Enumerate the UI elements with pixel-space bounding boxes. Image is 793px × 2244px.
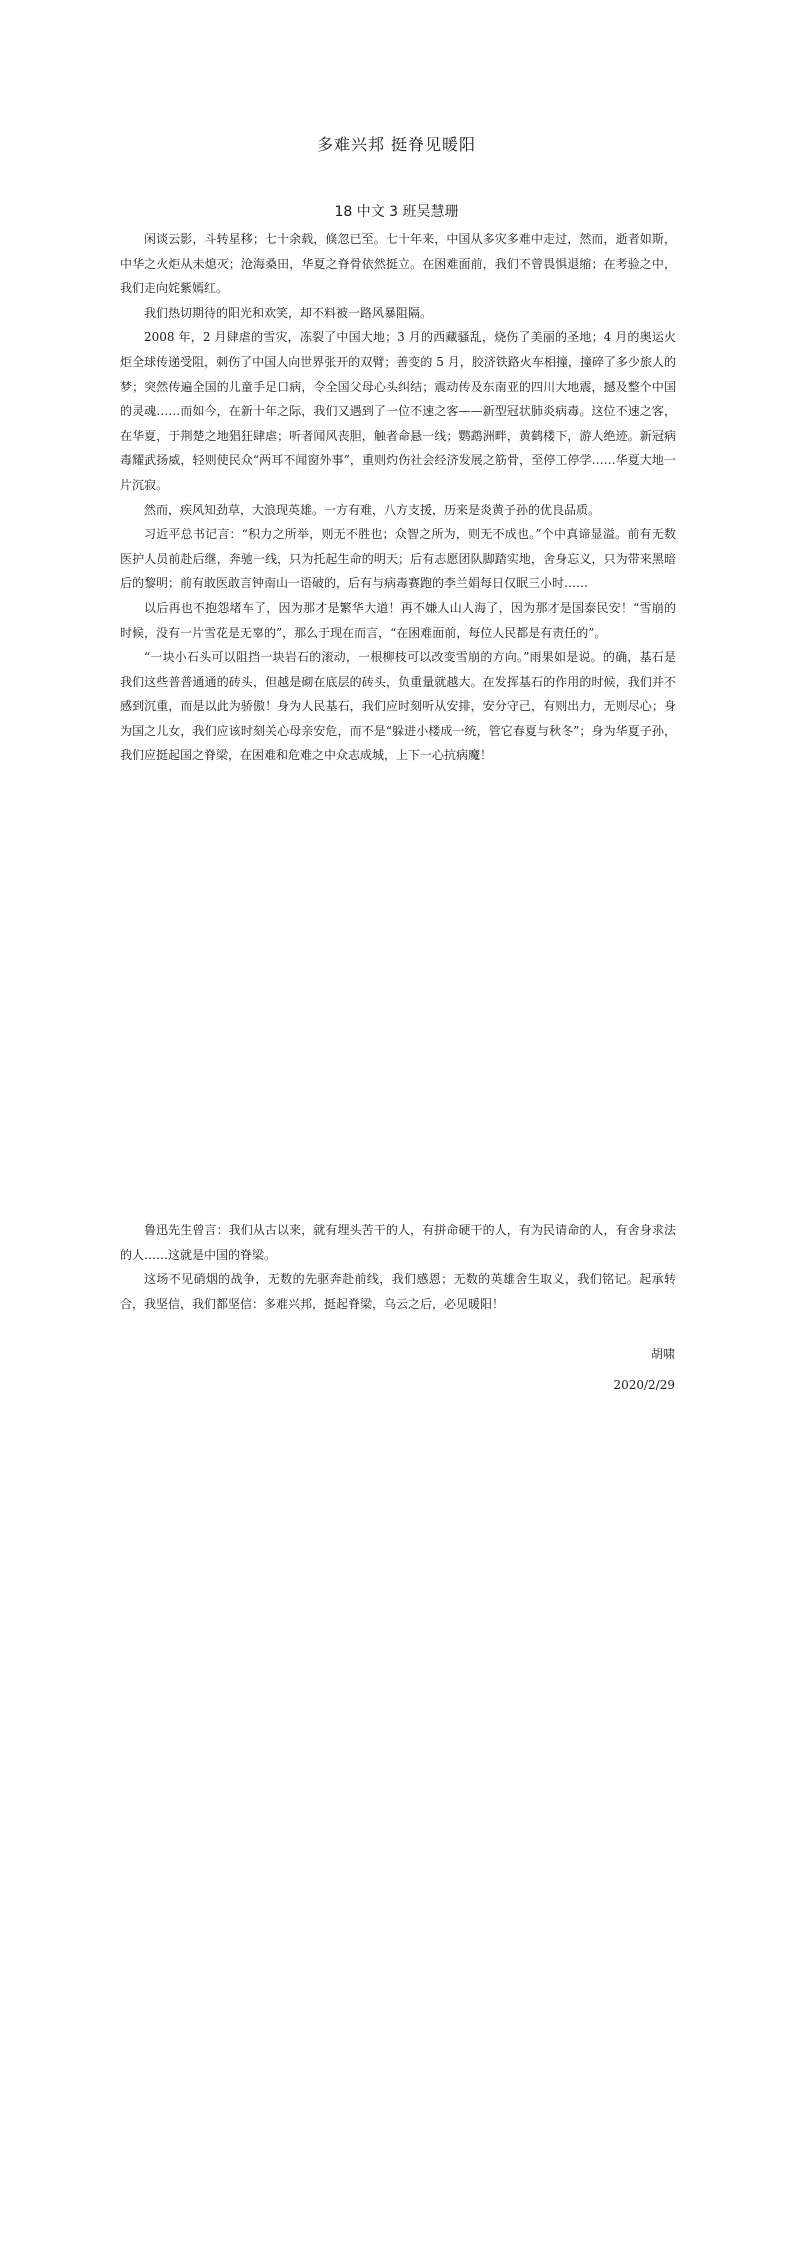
paragraph: 闲谈云影，斗转星移；七十余载，倏忽已至。七十年来，中国从多灾多难中走过，然而，逝者如斯，中华之火炬从未熄灭；沧海桑田，华夏之脊骨依然挺立。在困难面前，我们不曾畏惧退缩；在考验之中，我们走向姹紫嫣红。 xyxy=(120,232,676,296)
paragraph: 以后再也不抱怨堵车了，因为那才是繁华大道！再不嫌人山人海了，因为那才是国泰民安！“雪崩的时候，没有一片雪花是无辜的”，那么于现在而言，“在困难面前，每位人民都是有责任的”。 xyxy=(120,600,676,640)
paragraph: 鲁迅先生曾言：我们从古以来，就有埋头苦干的人，有拼命硬干的人，有为民请命的人，有舍身求法的人……这就是中国的脊梁。 xyxy=(120,1223,676,1262)
essay-body-part2 xyxy=(120,1218,676,1316)
signature-date: 2020/2/29 xyxy=(613,1378,675,1392)
paragraph: “一块小石头可以阻挡一块岩石的滚动，一根柳枝可以改变雪崩的方向。”雨果如是说。的确，基石是我们这些普普通通的砖头，但越是砌在底层的砖头，负重量就越大。在发挥基石的作用的时候，我们并不感到沉重，而是以此为骄傲！身为人民基石，我们应时刻听从安排，安分守己，有则出力，无则尽心；身为国之儿女，我们应该时刻关心母亲安危，而不是“躲进小楼成一统，管它春夏与秋冬”；身为华夏子孙，我们应挺起国之脊梁，在困难和危难之中众志成城，上下一心抗病魔！ xyxy=(120,650,676,763)
paragraph: 我们热切期待的阳光和欢笑，却不料被一路风暴阻隔。 xyxy=(144,305,433,320)
paragraph: 然而，疾风知劲草，大浪现英雄。一方有难，八方支援，历来是炎黄子孙的优良品质。 xyxy=(144,502,601,517)
paragraph: 2008 年，2 月肆虐的雪灾，冻裂了中国大地；3 月的西藏骚乱，烧伤了美丽的圣地；4 月的奥运火炬全球传递受阻，刺伤了中国人向世界张开的双臂；善变的 5 月，胶济铁路火车相撞，撞碎了多少旅人的梦；突然传遍全国的儿童手足口病，令全国父母心头纠结；震动传及东南亚的四川大地震，撼及整个中国的灵魂……而如今，在新十年之际，我们又遇到了一位不速之客——新型冠状肺炎病毒。这位不速之客，在华夏，于荆楚之地猖狂肆虐；听者闻风丧胆，触者命悬一线；鹦鹉洲畔，黄鹤楼下，游人绝迹。新冠病毒耀武扬威，轻则使民众“两耳不闻窗外事”，重则灼伤社会经济发展之筋骨，至停工停学……华夏大地一片沉寂。 xyxy=(120,330,676,492)
signature-name: 胡啸 xyxy=(650,1347,675,1361)
essay-body-part1 xyxy=(120,227,676,768)
essay-author: 18 中文 3 班吴慧珊 xyxy=(334,204,459,220)
paragraph: 这场不见硝烟的战争，无数的先驱奔赴前线，我们感恩；无数的英雄舍生取义，我们铭记。起承转合，我坚信，我们都坚信：多难兴邦，挺起脊梁，乌云之后，必见暖阳！ xyxy=(120,1272,676,1311)
paragraph: 习近平总书记言：“积力之所举，则无不胜也；众智之所为，则无不成也。”个中真谛显溢。前有无数医护人员前赴后继，奔驰一线，只为托起生命的明天；后有志愿团队脚踏实地，舍身忘义，只为带来黑暗后的黎明；前有敢医敢言钟南山一语破的，后有与病毒赛跑的李兰娟每日仅眠三小时…… xyxy=(120,527,676,591)
essay-title: 多难兴邦 挺脊见暖阳 xyxy=(316,135,477,154)
